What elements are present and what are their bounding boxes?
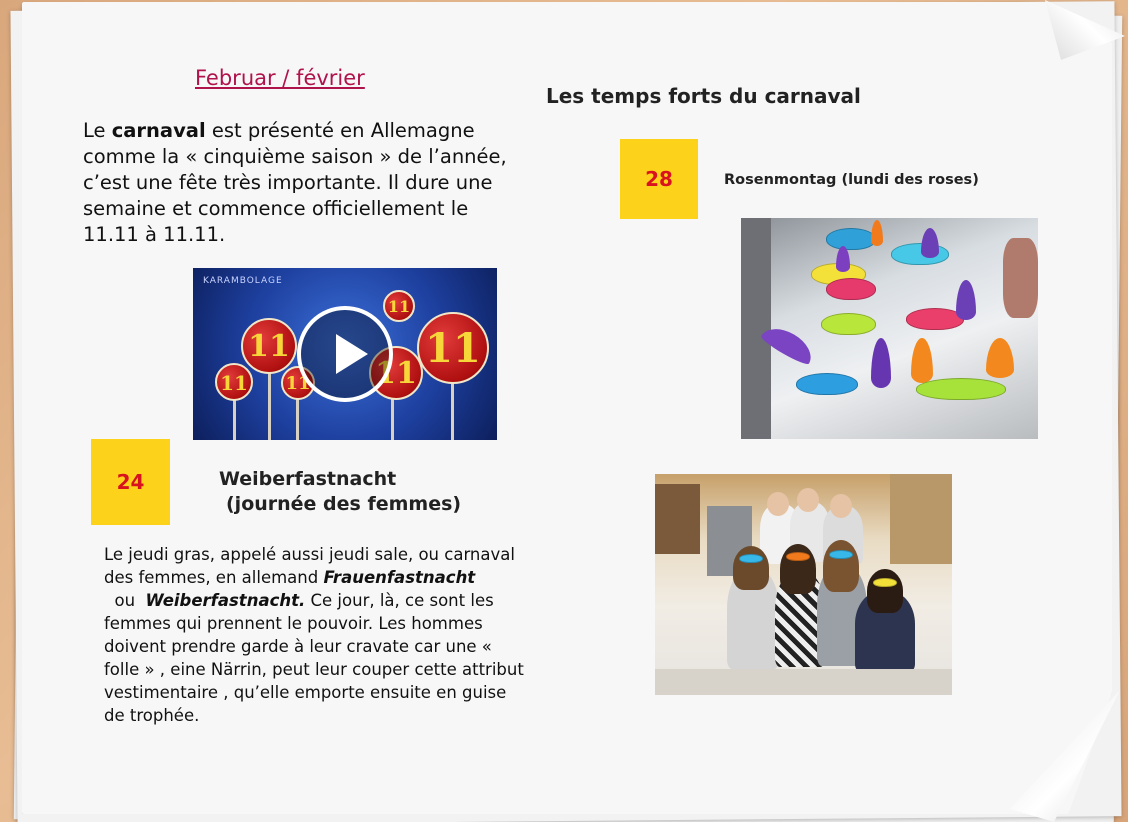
play-icon[interactable] <box>297 306 393 402</box>
section-title: Les temps forts du carnaval <box>546 84 861 108</box>
intro-paragraph <box>83 118 528 248</box>
wf-term-frauenfastnacht: Frauenfastnacht <box>323 568 476 587</box>
wf-text-part1: Le jeudi gras, appelé aussi jeudi sale, ou carnaval des femmes, en allemand <box>104 545 515 587</box>
wf-connector: ou <box>104 591 146 610</box>
person-head <box>797 488 819 512</box>
weiberfastnacht-title <box>219 467 461 517</box>
date-badge-24: 24 <box>91 439 170 525</box>
wf-term-weiberfastnacht: Weiberfastnacht. <box>145 591 306 610</box>
mask <box>786 552 810 561</box>
wall-poster <box>655 484 700 554</box>
person-head <box>830 494 852 518</box>
floor <box>655 669 952 695</box>
intro-before: Le <box>83 119 112 142</box>
mask <box>826 278 876 300</box>
mask <box>916 378 1006 400</box>
mask <box>821 313 876 335</box>
number-ball: 11 <box>369 346 423 400</box>
mask <box>829 550 853 559</box>
cabinet <box>890 474 952 564</box>
ball-stick <box>391 398 394 440</box>
video-player[interactable] <box>193 268 497 440</box>
person-hair <box>867 569 903 613</box>
number-ball: 11 <box>281 366 315 400</box>
feather <box>921 228 939 258</box>
rosenmontag-label: Rosenmontag (lundi des roses) <box>724 172 979 188</box>
weiberfastnacht-title-line2: (journée des femmes) <box>226 493 462 515</box>
month-link[interactable]: Februar / février <box>195 66 365 90</box>
person-hair <box>733 546 769 590</box>
photo-background-person <box>1003 238 1038 318</box>
date-badge-28: 28 <box>620 139 698 219</box>
number-ball: 11 <box>241 318 297 374</box>
feather <box>956 280 976 320</box>
number-ball: 11 <box>215 363 253 401</box>
mask <box>891 243 949 265</box>
person-head <box>767 492 789 516</box>
ball-stick <box>268 363 271 440</box>
intro-after: est présenté en Allemagne comme la « cinquième saison » de l’année, c’est une fête très importante. Il dure une semaine et commence officiellement le 11.11 à 11.11. <box>83 119 507 246</box>
mask <box>826 228 876 250</box>
feather <box>986 338 1014 378</box>
group-photo <box>655 474 952 695</box>
ball-stick <box>451 383 454 440</box>
wf-text-part2: Ce jour, là, ce sont les femmes qui prennent le pouvoir. Les hommes doivent prendre garde à leur cravate car une « folle » , eine Närrin, peut leur couper cette attribut vestimentaire , qu’elle emporte ensuite en guise de trophée. <box>104 591 524 725</box>
person-hair <box>823 540 859 592</box>
feather <box>871 338 891 388</box>
intro-bold-term: carnaval <box>111 119 206 142</box>
masks-photo <box>741 218 1038 439</box>
mask <box>873 578 897 587</box>
weiberfastnacht-title-line1: Weiberfastnacht <box>219 468 397 490</box>
number-ball: 11 <box>417 312 489 384</box>
mask <box>739 554 763 563</box>
video-brand: KARAMBOLAGE <box>203 276 283 286</box>
photo-background-leg <box>741 218 771 439</box>
feather <box>911 338 933 383</box>
number-ball: 11 <box>383 290 415 322</box>
mask <box>796 373 858 395</box>
weiberfastnacht-text <box>104 543 524 727</box>
feather <box>871 220 883 246</box>
